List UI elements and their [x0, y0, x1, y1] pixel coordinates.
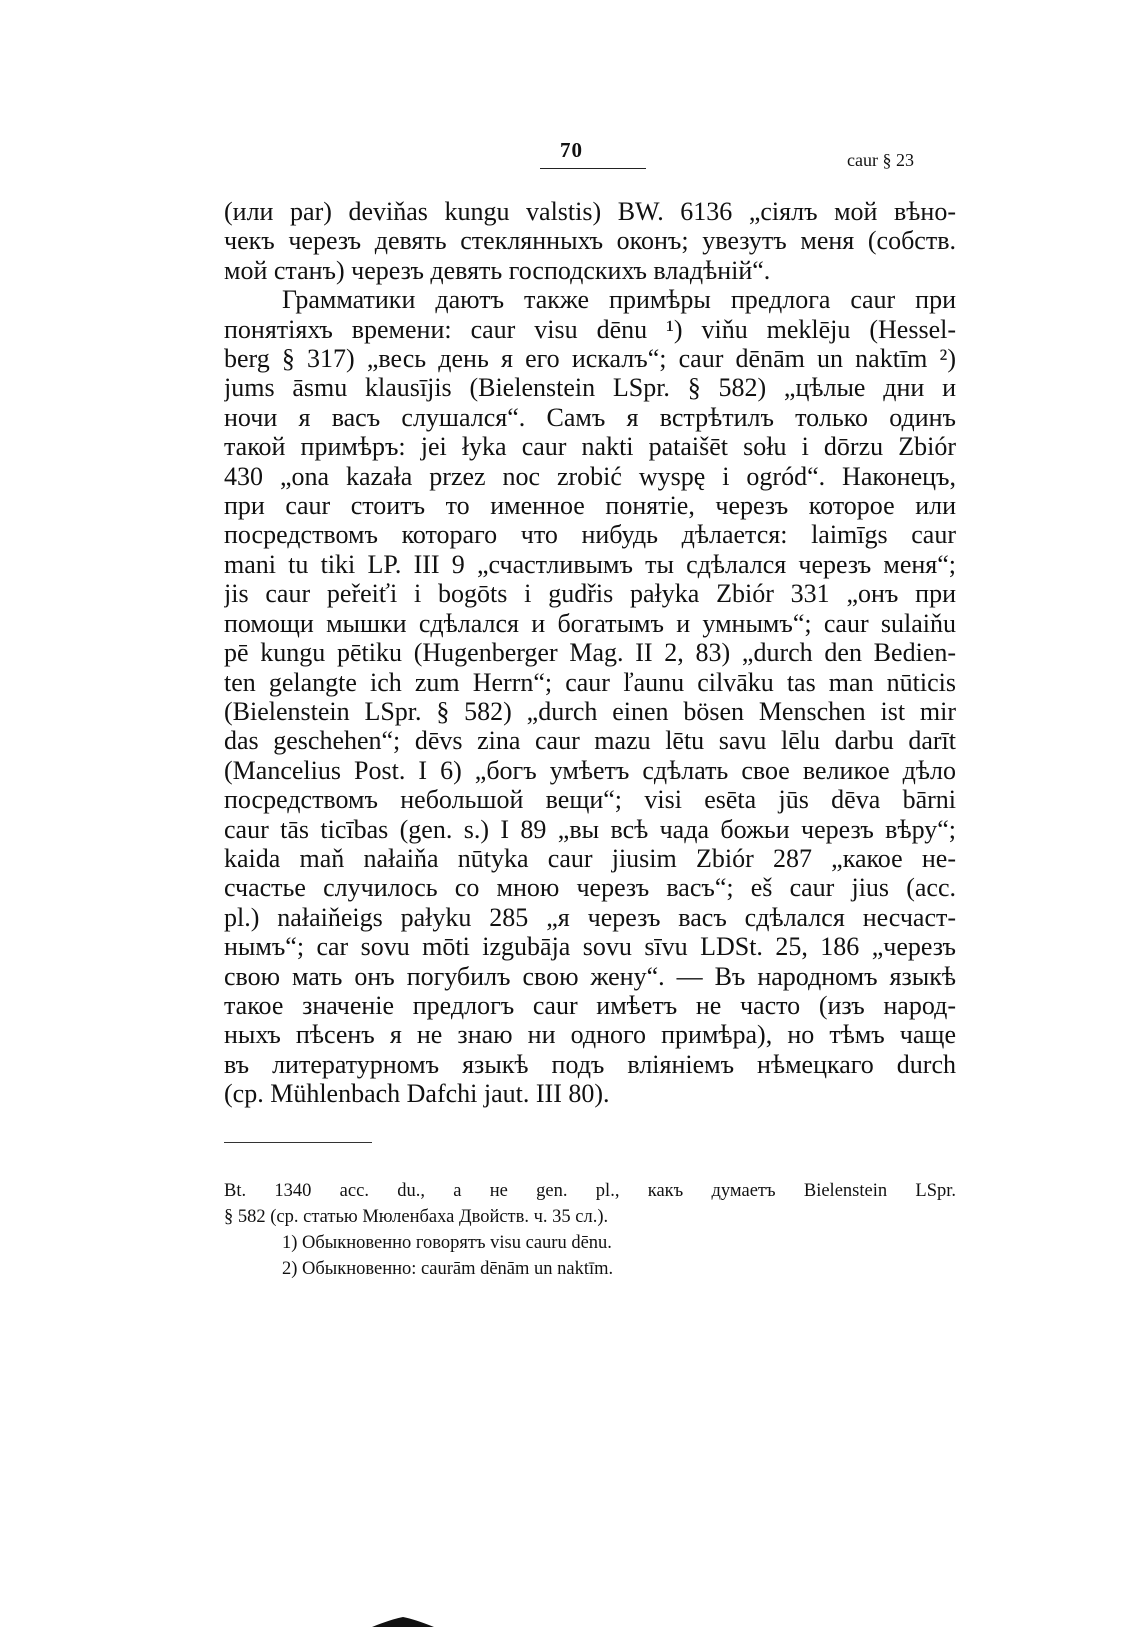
footnote-line: Bt. 1340 acc. du., а не gen. pl., какъ думаетъ Bielenstein LSpr.: [224, 1181, 956, 1201]
body-line: (или par) deviňas kungu valstis) BW. 6136 „сіялъ мой вѣно-: [224, 197, 956, 226]
body-text: [224, 197, 956, 1109]
ornament-icon: [372, 1617, 434, 1627]
body-line: Грамматики даютъ также примѣры предлога caur при: [282, 285, 956, 315]
body-line: посредствомъ небольшой вещи“; visi esēta jūs dēva bārni: [224, 785, 956, 815]
body-line: kaida maň nałaiňa nūtyka caur jiusim Zbiór 287 „какое не-: [224, 843, 956, 873]
body-line: 430 „ona kazała przez noc zrobić wyspę i ogród“. Наконецъ,: [224, 461, 956, 491]
body-line: ночи я васъ слушался“. Самъ я встрѣтилъ только одинъ: [224, 402, 956, 432]
body-line: при caur стоитъ то именное понятіе, черезъ которое или: [224, 491, 956, 521]
footnote-separator: [224, 1142, 372, 1143]
body-line: berg § 317) „весь день я его искалъ“; caur dēnām un naktīm ²): [224, 344, 956, 374]
body-line: ten gelangte ich zum Herrn“; caur ľaunu cilvāku tas man nūticis: [224, 667, 956, 697]
body-line: чекъ черезъ девять стеклянныхъ оконъ; увезутъ меня (собств.: [224, 226, 956, 256]
body-line: caur tās ticības (gen. s.) I 89 „вы всѣ чада божьи черезъ вѣру“;: [224, 814, 956, 844]
footnote-2: 2) Обыкновенно: caurām dēnām un naktīm.: [282, 1259, 614, 1279]
body-line: такой примѣръ: jei łyka caur nakti pataišēt sołu i dōrzu Zbiór: [224, 432, 956, 462]
body-line: счастье случилось со мною черезъ васъ“; eš caur jius (acc.: [224, 873, 956, 903]
body-line: (ср. Mühlenbach Dafchi jaut. III 80).: [224, 1079, 610, 1109]
body-line: (Mancelius Post. I 6) „богъ умѣетъ сдѣлать свое великое дѣло: [224, 755, 956, 785]
body-line: jums āsmu klausījis (Bielenstein LSpr. § 582) „цѣлые дни и: [224, 373, 956, 403]
page-number: 70: [560, 138, 583, 162]
footnotes: [224, 1178, 956, 1282]
body-line: jis caur peřeiťi i bogōts i gudřis pałyka Zbiór 331 „онъ при: [224, 579, 956, 609]
body-line: въ литературномъ языкѣ подъ вліяніемъ нѣмецкаго durch: [224, 1049, 956, 1079]
body-line: mani tu tiki LP. III 9 „счастливымъ ты сдѣлался черезъ меня“;: [224, 549, 956, 579]
body-line: мой станъ) черезъ девять господскихъ владѣній“.: [224, 255, 771, 285]
body-line: помощи мышки сдѣлался и богатымъ и умнымъ“; caur sulaiňu: [224, 608, 956, 638]
body-line: ныхъ пѣсенъ я не знаю ни одного примѣра), но тѣмъ чаще: [224, 1020, 956, 1050]
body-line: pē kungu pētiku (Hugenberger Mag. II 2, 83) „durch den Bedien-: [224, 638, 956, 668]
footnote-1: 1) Обыкновенно говорятъ visu cauru dēnu.: [282, 1233, 612, 1253]
body-line: такое значеніе предлогъ caur имѣетъ не часто (изъ народ-: [224, 990, 956, 1020]
body-line: нымъ“; car sovu mōti izgubāja sovu sīvu LDSt. 25, 186 „черезъ: [224, 932, 956, 962]
running-head: caur § 23: [847, 150, 914, 170]
page-header: [0, 138, 1140, 178]
body-line: pl.) nałaiňeigs pałyku 285 „я черезъ васъ сдѣлался несчаст-: [224, 902, 956, 932]
body-line: свою мать онъ погубилъ свою жену“. — Въ народномъ языкѣ: [224, 961, 956, 991]
body-line: понятіяхъ времени: caur visu dēnu ¹) viňu meklēju (Hessel-: [224, 314, 956, 344]
body-line: (Bielenstein LSpr. § 582) „durch einen bösen Menschen ist mir: [224, 696, 956, 726]
footnote-line: § 582 (ср. статью Мюленбаха Двойств. ч. 35 сл.).: [224, 1207, 609, 1227]
body-line: das geschehen“; dēvs zina caur mazu lētu savu lēlu darbu darīt: [224, 726, 956, 756]
header-rule: [540, 168, 646, 169]
body-line: посредствомъ котораго что нибудь дѣлается: laimīgs caur: [224, 520, 956, 550]
